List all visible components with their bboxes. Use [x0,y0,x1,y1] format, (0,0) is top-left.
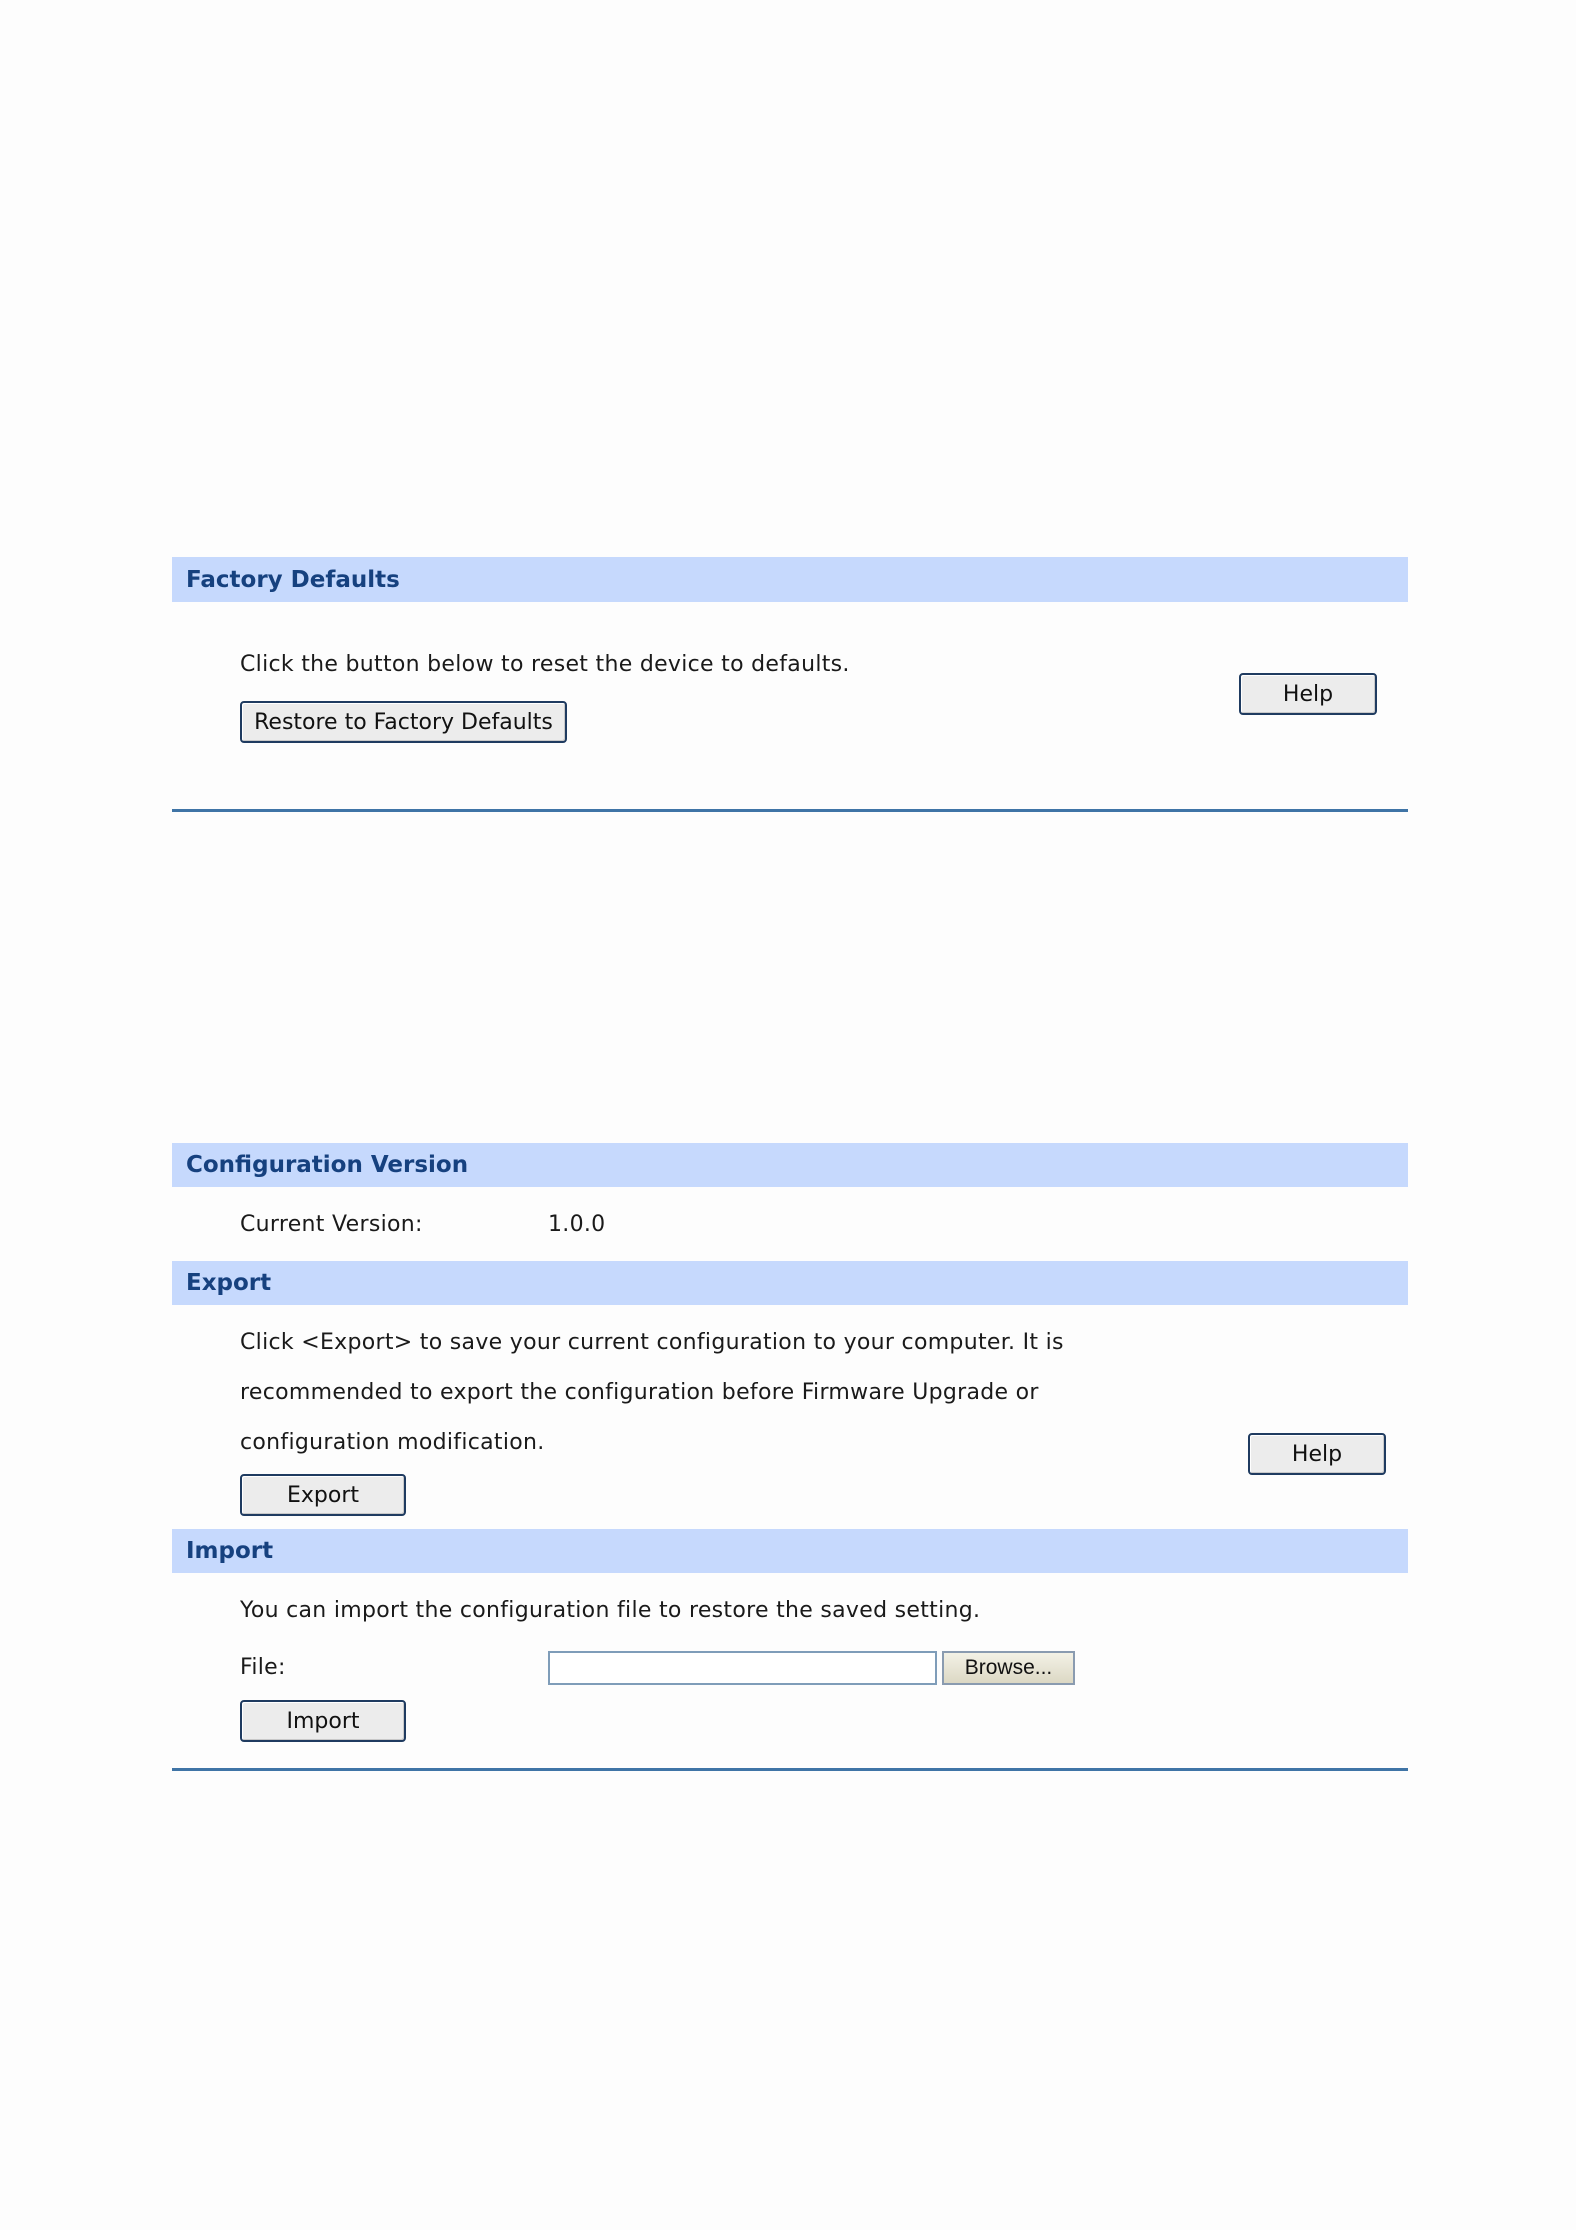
factory-defaults-header [172,557,1408,602]
factory-defaults-title: Factory Defaults [186,566,400,593]
factory-defaults-divider [172,809,1408,812]
factory-defaults-description: Click the button below to reset the device to defaults. [240,652,850,677]
browse-button[interactable]: Browse... [942,1651,1075,1685]
current-version-label: Current Version: [240,1212,423,1237]
export-title: Export [186,1270,272,1296]
export-button[interactable]: Export [240,1474,406,1516]
configuration-backup-panel [172,1143,1408,1783]
factory-defaults-panel [172,557,1408,817]
current-version-value: 1.0.0 [548,1212,606,1237]
file-path-input[interactable] [548,1651,937,1685]
export-help-button[interactable]: Help [1248,1433,1386,1475]
export-description-line1: Click <Export> to save your current configuration to your computer. It is [240,1330,1064,1355]
configuration-version-header [172,1143,1408,1187]
export-description-line2: recommended to export the configuration before Firmware Upgrade or [240,1380,1039,1405]
import-description: You can import the configuration file to restore the saved setting. [240,1598,981,1623]
import-button[interactable]: Import [240,1700,406,1742]
factory-defaults-help-button[interactable]: Help [1239,673,1377,715]
configuration-divider [172,1768,1408,1771]
restore-factory-defaults-button[interactable]: Restore to Factory Defaults [240,701,567,743]
export-description-line3: configuration modification. [240,1430,545,1455]
import-title: Import [186,1538,274,1564]
file-label: File: [240,1655,286,1680]
export-header [172,1261,1408,1305]
configuration-version-title: Configuration Version [186,1152,469,1178]
import-header [172,1529,1408,1573]
